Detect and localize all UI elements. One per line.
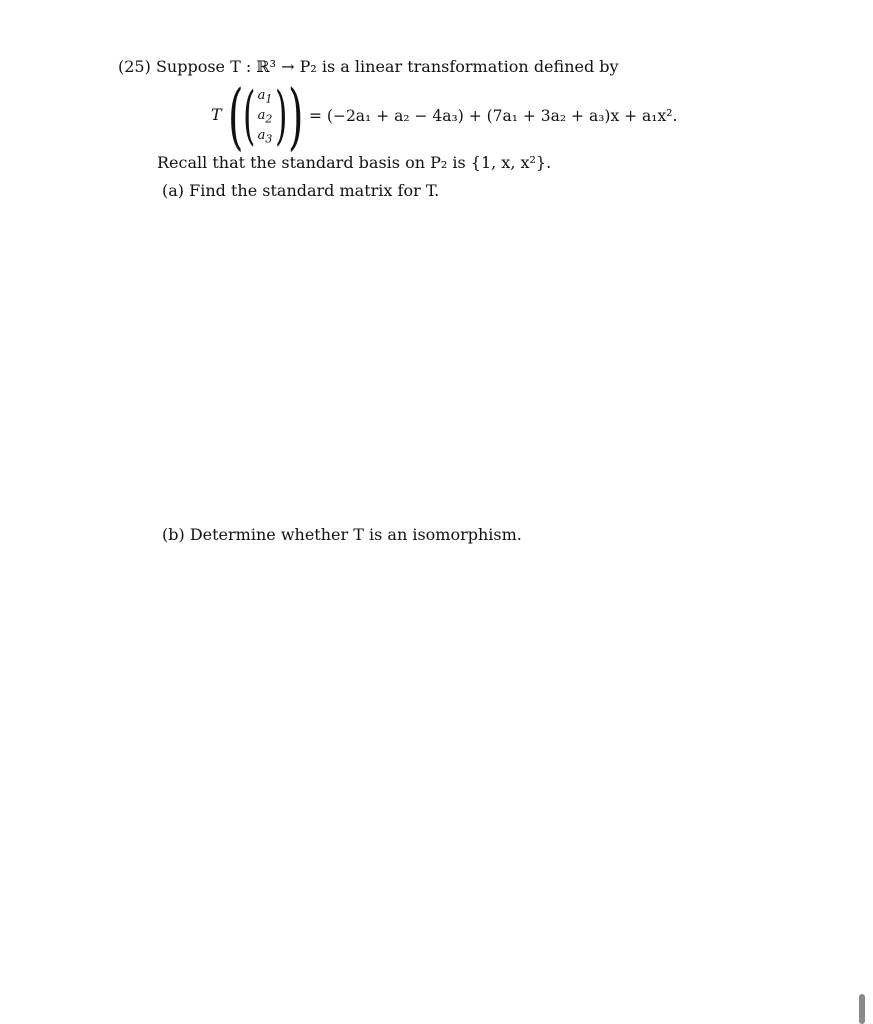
problem-intro: Suppose T : ℝ³ → P₂ is a linear transformation defined by — [155, 57, 619, 76]
lhs-operator: T — [211, 105, 222, 124]
problem-number: (25) — [118, 57, 151, 76]
part-a — [162, 181, 439, 201]
basis-note: Recall that the standard basis on P₂ is {1, x, x²}. — [157, 153, 552, 172]
scrollbar-thumb[interactable] — [859, 994, 865, 1024]
vector-entry-2: $a_2$ — [257, 108, 273, 126]
outer-left-paren: ( — [228, 74, 244, 158]
part-b-text: Determine whether T is an isomorphism. — [189, 525, 522, 544]
vector-entry-1: $a_1$ — [257, 88, 273, 106]
part-b-label: (b) — [162, 525, 185, 544]
part-b — [162, 525, 522, 545]
problem-intro-line — [118, 57, 619, 77]
equation-rhs: = (−2a₁ + a₂ − 4a₃) + (7a₁ + 3a₂ + a₃)x + a₁x². — [309, 107, 678, 125]
outer-right-paren: ) — [288, 74, 304, 158]
part-a-text: Find the standard matrix for T. — [189, 181, 440, 200]
part-a-label: (a) — [162, 181, 185, 200]
inner-right-paren: ) — [275, 79, 288, 153]
inner-left-paren: ( — [243, 79, 256, 153]
vector-entry-3: $a_3$ — [257, 128, 273, 146]
